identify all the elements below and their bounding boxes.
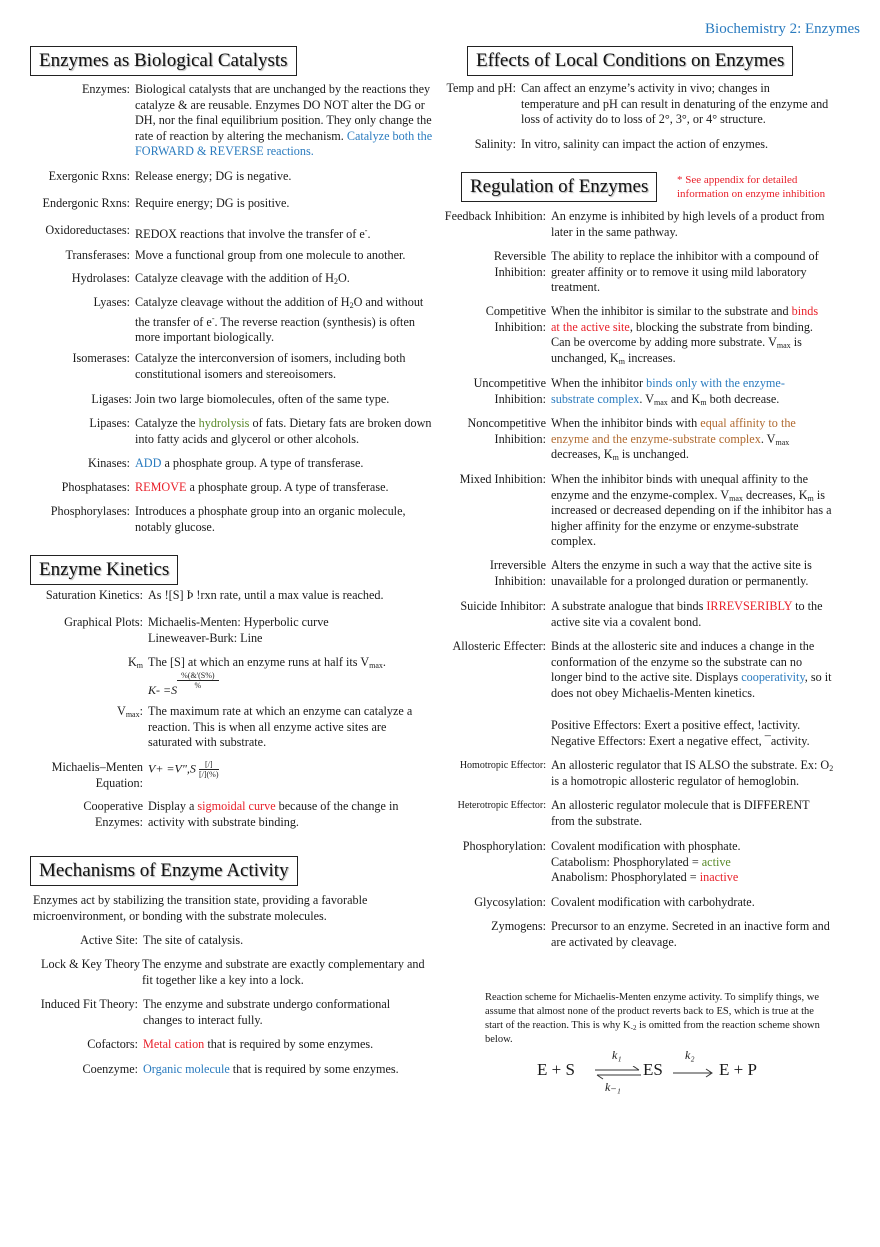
entry-km [30, 655, 438, 698]
entry-lock-key [30, 957, 427, 988]
subscript: max [776, 341, 791, 350]
entry-text: Alters the enzyme in such a way that the active site is unavailable for a prolonged duration or permanently. [551, 558, 812, 588]
mm-formula [148, 760, 438, 791]
entry-text [135, 416, 435, 447]
entry-label: Coenzyme: [82, 1062, 138, 1076]
entry-label: Saturation Kinetics: [45, 588, 143, 602]
metal-cation-highlight: Metal cation [143, 1037, 205, 1051]
km-formula [148, 671, 438, 699]
text-part: is omitted from the reaction scheme shown below. [485, 1020, 820, 1045]
entry-label: Phosphorylation: [462, 839, 546, 853]
entry-label: Zymogens: [491, 919, 546, 933]
entry-label: Exergonic Rxns: [48, 169, 130, 183]
entry-text [135, 82, 440, 160]
text-part: Display a [148, 799, 198, 813]
allosteric-definition [551, 639, 836, 701]
subscript: max [729, 493, 743, 503]
entry-label [430, 376, 551, 407]
text-part: V [768, 335, 777, 349]
entry-label [30, 655, 148, 698]
entry-label: Glycosylation: [474, 895, 546, 909]
entry-isomerases [30, 351, 435, 382]
products: E + P [719, 1060, 757, 1079]
text-part: O and without the transfer of e [135, 295, 424, 329]
irreversibly-highlight: IRREVSERIBLY [706, 599, 793, 613]
label-line: Michaelis–Menten [51, 760, 143, 774]
section-title-regulation: Regulation of Enzymes [461, 172, 657, 202]
text-part: , so it does not obey Michaelis-Menten kinetics. [551, 670, 832, 700]
enzymes-highlight: Catalyze both the FORWARD & REVERSE reactions. [135, 128, 433, 158]
entry-zymogens [430, 919, 836, 950]
label-line: Noncompetitive [467, 416, 546, 430]
graphical-line: Michaelis-Menten: Hyperbolic curve [148, 615, 329, 629]
entry-label: Kinases: [88, 456, 130, 470]
label-line: Competitive [485, 304, 546, 318]
entry-text: The ability to replace the inhibitor with a compound of greater affinity or to remove it using mild laboratory treatment. [551, 249, 819, 294]
entry-label: Isomerases: [72, 351, 130, 365]
entry-label [30, 760, 148, 791]
entry-text: The site of catalysis. [143, 933, 244, 947]
entry-text: REDOX reactions that involve the transfer of e-. [135, 226, 371, 242]
label-line: Inhibition: [494, 391, 546, 406]
text-part: is unchanged, K [551, 335, 802, 365]
entry-enzymes [30, 82, 440, 160]
text-part: V [117, 704, 126, 718]
text-part: Catalyze cleavage with the addition of H [135, 271, 334, 285]
entry-label [30, 799, 148, 830]
entry-text [148, 615, 438, 646]
entry-text: Covalent modification with carbohydrate. [551, 895, 755, 909]
subscript: -2 [630, 1024, 637, 1032]
entry-transferases [30, 248, 440, 264]
text-part: and K [667, 391, 701, 406]
entry-label: Oxidoreductases: [45, 223, 130, 237]
entry-hydrolases [30, 271, 440, 287]
appendix-note: * See appendix for detailed information on enzyme inhibition [677, 174, 826, 200]
entry-phosphatases [30, 480, 440, 496]
text-part: A substrate analogue that binds [551, 599, 707, 613]
entry-noncompetitive [430, 416, 821, 463]
superscript: - [364, 226, 368, 235]
entry-michaelis-menten [30, 760, 438, 791]
km-definition [148, 655, 438, 671]
entry-salinity [430, 137, 831, 153]
label-line: Equation: [95, 775, 143, 790]
entry-label: Feedback Inhibition: [444, 209, 546, 223]
rate-constant-k-minus-1: k₋₁ [605, 1080, 621, 1094]
text-part: to the active site via a covalent bond. [551, 599, 823, 629]
label-line: Inhibition: [494, 319, 546, 334]
text-part: a phosphate group. A type of transferase. [186, 480, 389, 494]
entry-text: Can affect an enzyme’s activity in vivo; changes in temperature and pH can result in denaturing of the enzyme and loss of activity do to loss of 2°, 3°, or 4° structure. [521, 81, 829, 126]
sigmoidal-highlight: sigmoidal curve [197, 799, 276, 813]
equal-affinity-highlight: equal affinity to the enzyme and the enzyme-substrate complex [551, 416, 796, 446]
entry-lipases [30, 416, 435, 447]
subscript: 2 [829, 764, 834, 773]
entry-active-site [30, 933, 428, 949]
text-part: , blocking the substrate from binding. Can be overcome by adding more substrate. [551, 319, 813, 349]
inactive-highlight: inactive [699, 870, 739, 884]
entry-text: The maximum rate at which an enzyme can catalyze a reaction. This is when all enzyme active sites are saturated with substrate. [148, 704, 413, 749]
entry-feedback [430, 209, 826, 240]
entry-label [30, 704, 148, 751]
entry-text [551, 758, 841, 789]
text-part: increases. [624, 350, 676, 365]
entry-text [551, 304, 826, 366]
entry-suicide [430, 599, 846, 630]
rate-constant-k2: k₂ [685, 1048, 695, 1062]
entry-label: Homotropic Effector: [459, 760, 546, 771]
entry-text [551, 376, 821, 407]
text-part: . The reverse reaction (synthesis) is often more important biologically. [135, 314, 415, 345]
text-part: O. [338, 271, 350, 285]
text-part: Anabolism: Phosphorylated = [551, 870, 700, 884]
entry-vmax [30, 704, 433, 751]
text-part: Catabolism: Phosphorylated = [551, 854, 702, 869]
entry-text [135, 480, 440, 496]
label-line: Inhibition: [494, 431, 546, 446]
entry-uncompetitive [430, 376, 821, 407]
label-line: Enzymes: [94, 814, 143, 829]
text-part: Reaction scheme for Michaelis-Menten enzyme activity. To simplify things, we assume that almost none of the product reverts back to ES, which is true at the start of the reaction. This is why K [485, 992, 820, 1031]
text-part: . [382, 655, 386, 669]
text-part: is a homotropic allosteric regulator of hemoglobin. [551, 773, 800, 788]
text-part: a phosphate group. A type of transferase. [161, 456, 364, 470]
text-part: is increased or decreased depending on if the inhibitor has a higher affinity for the enzyme or enzyme-substrate complex. [551, 487, 832, 548]
phosphorylation-line [551, 855, 836, 871]
subscript: 2 [334, 277, 338, 286]
subscript: m [700, 397, 707, 407]
entry-text [551, 839, 836, 886]
text-part: Binds at the allosteric site and induces a change in the conformation of the enzyme so the substrate can no longer bind to the active site. Displays [551, 639, 815, 684]
entry-text [135, 295, 425, 346]
entry-text: Join two large biomolecules, often of the same type. [135, 392, 390, 406]
entry-coenzyme [30, 1062, 428, 1078]
section-title-local-conditions: Effects of Local Conditions on Enzymes [467, 46, 793, 76]
entry-text: Move a functional group from one molecule to another. [135, 248, 406, 262]
entry-label: Phosphatases: [61, 480, 130, 494]
subscript: 2 [349, 301, 354, 310]
entry-glycosylation [430, 895, 836, 911]
reaction-scheme-diagram [537, 1048, 837, 1098]
add-highlight: ADD [135, 456, 162, 470]
subscript: m [136, 661, 143, 670]
section-title-mechanisms: Mechanisms of Enzyme Activity [30, 856, 298, 886]
entry-oxidoreductases [30, 223, 440, 243]
superscript: - [211, 313, 215, 323]
entry-temp-ph [430, 81, 831, 128]
entry-text [135, 456, 440, 472]
entry-text: Require energy; DG is positive. [135, 196, 290, 210]
entry-mixed [430, 472, 836, 550]
entry-label: Graphical Plots: [64, 615, 143, 629]
entry-text: An enzyme is inhibited by high levels of a product from later in the same pathway. [551, 209, 825, 239]
text-part: When the inhibitor binds with unequal affinity to the enzyme and the enzyme-complex. V [551, 472, 809, 502]
active-highlight: active [701, 854, 731, 869]
entry-kinases [30, 456, 440, 472]
entry-label: Mixed Inhibition: [459, 472, 546, 486]
entry-homotropic [430, 758, 841, 789]
entry-lyases [30, 295, 425, 346]
entry-text [551, 416, 821, 463]
text-part: . V [639, 391, 655, 406]
text-part: because of the change in activity with substrate binding. [148, 799, 399, 829]
entry-text [143, 1062, 428, 1078]
entry-label [430, 558, 551, 589]
entry-text [135, 271, 440, 287]
text-part: decreases, K [742, 487, 808, 502]
entry-saturation [30, 588, 438, 604]
text-part: Catalyze cleavage without the addition of H [135, 295, 350, 309]
entry-label: Hydrolases: [71, 271, 130, 285]
entry-endergonic [30, 196, 440, 212]
entry-cofactors [30, 1037, 428, 1053]
cooperativity-highlight: cooperativity [741, 670, 805, 684]
entry-text [143, 1037, 428, 1053]
entry-text: In vitro, salinity can impact the action of enzymes. [521, 137, 769, 151]
entry-label: Induced Fit Theory: [40, 997, 138, 1011]
label-line: Inhibition: [494, 573, 546, 588]
organic-molecule-highlight: Organic molecule [143, 1062, 230, 1076]
entry-text [551, 639, 836, 749]
entry-label: Temp and pH: [446, 81, 516, 95]
formula-numerator: %(&'(S%) [177, 671, 218, 681]
entry-label: Active Site: [80, 933, 138, 947]
phosphorylation-line: Covalent modification with phosphate. [551, 839, 741, 853]
text-part: of fats. Dietary fats are broken down into fatty acids and glycerol or other alcohols. [135, 416, 432, 446]
entry-text: Release energy; DG is negative. [135, 169, 292, 183]
text-part: : [139, 704, 143, 718]
entry-label: Suicide Inhibitor: [460, 599, 546, 613]
text-part: . V [760, 431, 776, 446]
entry-label: Salinity: [474, 137, 516, 151]
text-part: that is required by some enzymes. [229, 1062, 399, 1076]
entry-text: Precursor to an enzyme. Secreted in an inactive form and are activated by cleavage. [551, 919, 830, 949]
entry-competitive [430, 304, 826, 366]
remove-highlight: REMOVE [135, 480, 187, 494]
section-title-kinetics: Enzyme Kinetics [30, 555, 178, 585]
subscript: max [125, 710, 140, 719]
text-part: When the inhibitor [551, 376, 647, 390]
reaction-scheme-caption [485, 991, 825, 1047]
subscript: max [654, 397, 668, 407]
phosphorylation-line [551, 870, 836, 886]
equilibrium-arrow-icon [593, 1066, 643, 1080]
entry-text: Catalyze the interconversion of isomers, including both constitutional isomers and stereoisomers. [135, 351, 406, 381]
formula-numerator: [/] [199, 760, 219, 770]
rate-constant-k1: k₁ [612, 1048, 622, 1062]
formula-denominator: % [194, 680, 202, 690]
subscript: m [612, 453, 619, 462]
subscript: max [775, 437, 790, 447]
entry-label: Lock & Key Theory [41, 957, 140, 971]
entry-label: Lyases: [93, 295, 130, 309]
entry-label: Allosteric Effecter: [452, 639, 546, 653]
entry-label: Ligases: [91, 392, 132, 406]
entry-text [551, 472, 836, 550]
positive-effectors: Positive Effectors: Exert a positive effect, !activity. [551, 718, 801, 732]
text-part: that is required by some enzymes. [204, 1037, 374, 1051]
text-part: Catalyze the [135, 416, 199, 430]
text-part: When the inhibitor is similar to the substrate and [551, 304, 792, 318]
entry-text [551, 599, 846, 630]
entry-label: Lipases: [89, 416, 130, 430]
label-line: Uncompetitive [473, 376, 546, 390]
entry-label: Heterotropic Effector: [457, 800, 546, 811]
entry-ligases [30, 392, 440, 408]
page-header-title: Biochemistry 2: Enzymes [705, 21, 860, 37]
formula-lhs: V+ =V",S [148, 761, 196, 776]
entry-text: As ![S] Þ !rxn rate, until a max value is reached. [148, 588, 384, 602]
entry-text: An allosteric regulator molecule that is DIFFERENT from the substrate. [551, 798, 810, 828]
entry-phosphorylases [30, 504, 430, 535]
entry-phosphorylation [430, 839, 836, 886]
enzymes-definition: Biological catalysts that are unchanged by the reactions they catalyze & are reusable. Enzymes DO NOT alter the DG or DH, nor the final equilibrium position. They only change the rate of reaction by altering the mechanism. [135, 82, 432, 143]
entry-induced-fit [30, 997, 418, 1028]
entry-label [430, 304, 551, 366]
text-part: K [127, 655, 137, 669]
label-line: Inhibition: [494, 264, 546, 279]
es-complex-highlight: binds only with the enzyme-substrate complex [551, 376, 785, 406]
entry-label: Endergonic Rxns: [42, 196, 130, 210]
entry-label [430, 249, 551, 296]
text-part: both decrease. [706, 391, 780, 406]
negative-effectors: Negative Effectors: Exert a negative effect, ¯activity. [551, 733, 810, 748]
section-title-catalysts: Enzymes as Biological Catalysts [30, 46, 297, 76]
entry-reversible [430, 249, 826, 296]
entry-text [148, 655, 438, 698]
subscript: max [369, 661, 383, 670]
entry-label: Phosphorylases: [50, 504, 130, 518]
entry-text: Introduces a phosphate group into an organic molecule, notably glucose. [135, 504, 406, 534]
mechanisms-intro: Enzymes act by stabilizing the transition state, providing a favorable microenvironment, or bonding with the substrate molecules. [33, 893, 368, 923]
formula-lhs: K- =S [148, 682, 178, 697]
intermediate-es: ES [643, 1060, 663, 1079]
hydrolysis-highlight: hydrolysis [198, 416, 250, 430]
text-part: When the inhibitor binds with [551, 416, 701, 430]
graphical-line: Lineweaver-Burk: Line [148, 630, 263, 645]
entry-irreversible [430, 558, 836, 589]
text-part: The [S] at which an enzyme runs at half its V [148, 655, 370, 669]
reactants: E + S [537, 1060, 575, 1079]
label-line: Reversible [493, 249, 546, 263]
active-site-highlight: binds at the active site [551, 304, 819, 334]
text-part: An allosteric regulator that IS ALSO the substrate. Ex: O [551, 758, 830, 772]
label-line: Irreversible [489, 558, 546, 572]
entry-text: The enzyme and substrate are exactly complementary and fit together like a key into a lock. [142, 957, 425, 987]
entry-text [148, 799, 428, 830]
subscript: m [807, 493, 814, 503]
entry-label: Cofactors: [87, 1037, 138, 1051]
forward-arrow-icon [671, 1068, 715, 1078]
entry-cooperative [30, 799, 428, 830]
subscript: m [618, 356, 625, 366]
label-line: Cooperative [83, 799, 143, 813]
entry-exergonic [30, 169, 440, 185]
entry-label: Enzymes: [81, 82, 130, 96]
entry-allosteric [430, 639, 836, 749]
entry-heterotropic [430, 798, 836, 829]
entry-text: The enzyme and substrate undergo conformational changes to interact fully. [143, 997, 391, 1027]
text-part: is unchanged. [618, 447, 689, 461]
entry-label: Transferases: [65, 248, 130, 262]
entry-graphical-plots [30, 615, 438, 646]
formula-denominator: [/](%) [198, 770, 219, 779]
text-part: decreases, K [551, 447, 613, 461]
text-part: REDOX reactions that involve the transfer of e [135, 227, 365, 242]
entry-label [430, 416, 551, 463]
